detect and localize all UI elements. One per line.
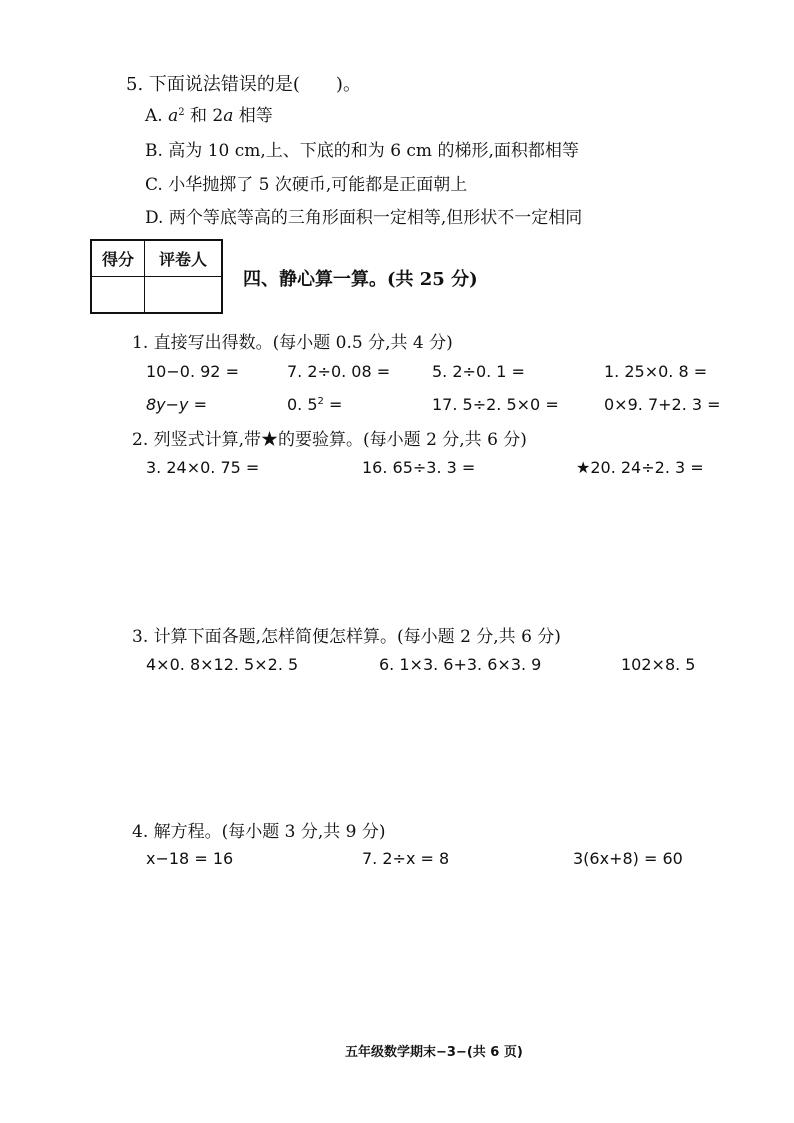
page-footer: 五年级数学期末−3−(共 6 页) xyxy=(345,1045,523,1060)
q5-option-a-prefix: A. xyxy=(145,106,169,126)
score-cell xyxy=(91,277,144,314)
calc-item: 10−0. 92 = xyxy=(146,362,239,381)
q5-option-b: B. 高为 10 cm,上、下底的和为 6 cm 的梯形,面积都相等 xyxy=(145,141,579,161)
calc-item xyxy=(146,395,207,414)
simplify-calc-item: 102×8. 5 xyxy=(621,655,696,674)
equation-item: x−18 = 16 xyxy=(146,849,234,868)
q5-option-d: D. 两个等底等高的三角形面积一定相等,但形状不一定相同 xyxy=(145,208,583,228)
calc-item-text: 8y−y = xyxy=(146,395,208,414)
part-2-title: 2. 列竖式计算,带★的要验算。(每小题 2 分,共 6 分) xyxy=(132,430,527,450)
calc-item: 17. 5÷2. 5×0 = xyxy=(432,395,559,414)
simplify-calc-item: 6. 1×3. 6+3. 6×3. 9 xyxy=(379,655,542,674)
q5-option-a-suffix: 相等 xyxy=(233,106,273,126)
calc-item-base: 0. 5 xyxy=(287,395,318,414)
q5-option-c: C. 小华抛掷了 5 次硬币,可能都是正面朝上 xyxy=(145,175,468,195)
part-3-title: 3. 计算下面各题,怎样简便怎样算。(每小题 2 分,共 6 分) xyxy=(132,627,561,647)
q5-option-a-exponent: 2 xyxy=(178,107,185,118)
equation-item: 3(6x+8) = 60 xyxy=(573,849,683,868)
grader-cell xyxy=(144,277,222,314)
grader-header: 评卷人 xyxy=(144,240,222,277)
calc-item-exponent: 2 xyxy=(317,396,324,407)
q5-option-a-mid: 和 2 xyxy=(184,106,224,126)
question-5-stem: 5. 下面说法错误的是( )。 xyxy=(126,74,361,95)
vertical-calc-item: ★20. 24÷2. 3 = xyxy=(576,458,704,477)
q5-option-a-var2: a xyxy=(223,106,234,126)
score-header: 得分 xyxy=(91,240,144,277)
equation-item: 7. 2÷x = 8 xyxy=(362,849,450,868)
part-1-title: 1. 直接写出得数。(每小题 0.5 分,共 4 分) xyxy=(132,333,453,353)
q5-option-a xyxy=(145,101,273,126)
part-4-title: 4. 解方程。(每小题 3 分,共 9 分) xyxy=(132,822,386,842)
calc-item-tail: = xyxy=(323,395,343,414)
simplify-calc-item: 4×0. 8×12. 5×2. 5 xyxy=(146,655,299,674)
calc-item: 0×9. 7+2. 3 = xyxy=(604,395,721,414)
calc-item: 5. 2÷0. 1 = xyxy=(432,362,525,381)
calc-item xyxy=(287,395,342,414)
score-table xyxy=(90,239,223,314)
q5-option-a-var: a xyxy=(168,106,179,126)
vertical-calc-item: 3. 24×0. 75 = xyxy=(146,458,260,477)
vertical-calc-item: 16. 65÷3. 3 = xyxy=(362,458,476,477)
calc-item: 1. 25×0. 8 = xyxy=(604,362,708,381)
calc-item: 7. 2÷0. 08 = xyxy=(287,362,391,381)
section-4-title: 四、静心算一算。(共 25 分) xyxy=(243,269,478,290)
